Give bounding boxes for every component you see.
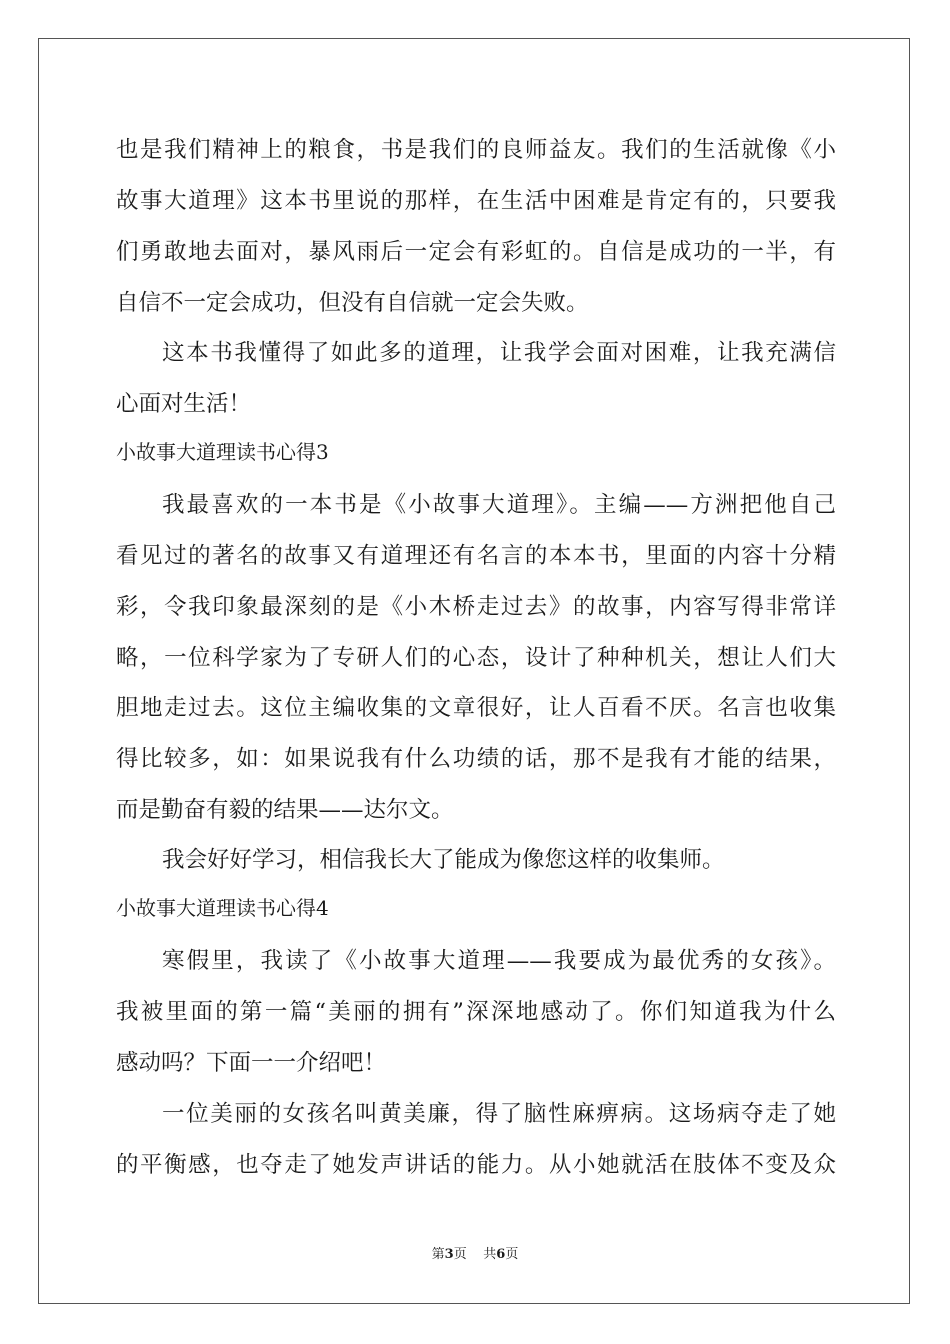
section-heading-3: 小故事大道理读书心得3 (116, 440, 329, 464)
body-line: 自信不一定会成功，但没有自信就一定会失败。 (116, 290, 589, 316)
body-line: 也是我们精神上的粮食，书是我们的良师益友。我们的生活就像《小 (116, 137, 836, 163)
page-suffix: 页 (453, 1247, 467, 1262)
body-line: 感动吗？下面一一介绍吧！ (116, 1050, 387, 1076)
total-prefix: 共 (483, 1247, 497, 1262)
body-line: 寒假里，我读了《小故事大道理——我要成为最优秀的女孩》。 (162, 948, 836, 974)
body-line: 我会好好学习，相信我长大了能成为像您这样的收集师。 (162, 847, 725, 873)
page-prefix: 第 (431, 1247, 445, 1262)
body-line: 彩，令我印象最深刻的是《小木桥走过去》的故事，内容写得非常详 (116, 594, 836, 620)
body-line: 看见过的著名的故事又有道理还有名言的本本书，里面的内容十分精 (116, 543, 836, 569)
body-line: 胆地走过去。这位主编收集的文章很好，让人百看不厌。名言也收集 (116, 695, 836, 721)
body-line: 故事大道理》这本书里说的那样，在生活中困难是肯定有的，只要我 (116, 188, 836, 214)
total-pages: 6 (496, 1247, 506, 1262)
body-line: 心面对生活！ (116, 391, 252, 417)
body-line: 而是勤奋有毅的结果——达尔文。 (116, 797, 454, 823)
body-line: 这本书我懂得了如此多的道理，让我学会面对困难，让我充满信 (162, 340, 836, 366)
body-line: 我被里面的第一篇“美丽的拥有”深深地感动了。你们知道我为什么 (116, 999, 836, 1025)
body-line: 略，一位科学家为了专研人们的心态，设计了种种机关，想让人们大 (116, 645, 836, 671)
body-line: 我最喜欢的一本书是《小故事大道理》。主编——方洲把他自己 (162, 492, 836, 518)
body-line: 的平衡感，也夺走了她发声讲话的能力。从小她就活在肢体不变及众 (116, 1152, 836, 1178)
body-line: 们勇敢地去面对，暴风雨后一定会有彩虹的。自信是成功的一半，有 (116, 239, 836, 265)
total-suffix: 页 (505, 1247, 519, 1262)
body-line: 得比较多，如：如果说我有什么功绩的话，那不是我有才能的结果， (116, 746, 836, 772)
section-heading-4: 小故事大道理读书心得4 (116, 896, 329, 920)
body-line: 一位美丽的女孩名叫黄美廉，得了脑性麻痹病。这场病夺走了她 (162, 1101, 836, 1127)
page-footer (0, 1246, 950, 1264)
page-number: 3 (444, 1247, 454, 1262)
